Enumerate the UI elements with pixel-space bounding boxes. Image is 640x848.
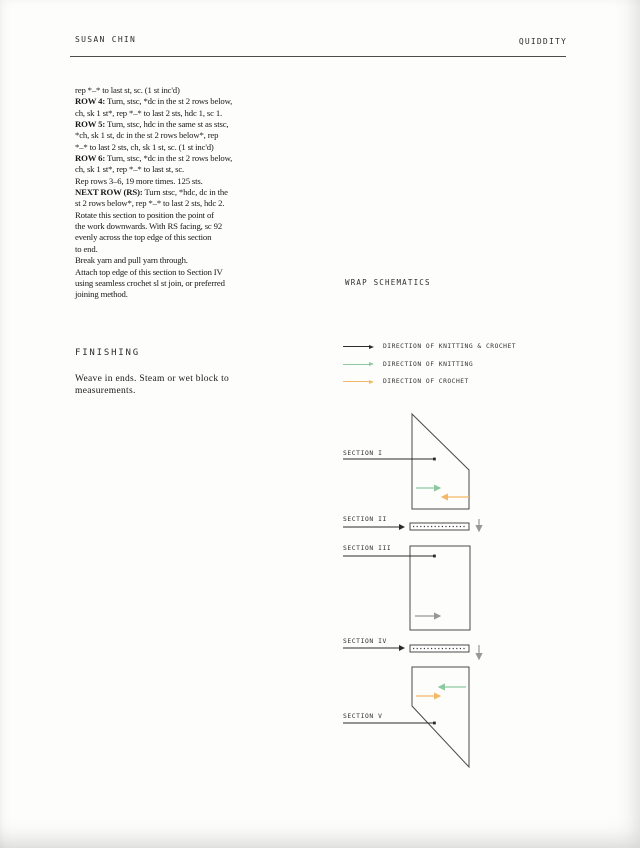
knitting-and-crochet-arrowhead-icon — [369, 345, 374, 349]
legend-item-knitting-and-crochet — [343, 338, 516, 356]
pattern-line: Rep rows 3–6, 19 more times. 125 sts. — [75, 175, 203, 186]
finishing-line: Weave in ends. Steam or wet block to — [75, 374, 230, 384]
section-4-label: SECTION IV — [343, 638, 387, 645]
finishing-line: measurements. — [75, 386, 136, 397]
legend-label: DIRECTION OF KNITTING & CROCHET — [383, 343, 517, 351]
pattern-line: Attach top edge of this section to Section IV — [75, 266, 223, 277]
section-1-label: SECTION I — [343, 450, 383, 457]
pattern-line: using seamless crochet sl st join, or preferred — [75, 277, 225, 288]
legend-item-crochet — [343, 373, 516, 391]
section-1-shape — [412, 414, 469, 509]
pattern-line: st 2 rows below*, rep *–* to last 2 sts, hdc 2. — [75, 198, 225, 209]
header-rule — [70, 56, 566, 57]
section-3-shape — [410, 546, 470, 630]
pattern-line: ROW 4: Turn, stsc, *dc in the st 2 rows below, — [75, 96, 233, 107]
section-5-shape — [412, 667, 469, 767]
pattern-line: *–* to last 2 sts, ch, sk 1 st, sc. (1 st inc'd) — [75, 141, 214, 152]
schematics-title: WRAP SCHEMATICS — [345, 278, 431, 287]
pattern-line: evenly across the top edge of this section — [75, 232, 212, 243]
knitting-arrow-line — [343, 364, 369, 365]
legend — [343, 338, 516, 391]
section-5-leader-dot — [433, 722, 436, 725]
crochet-arrow-line — [343, 381, 369, 382]
pattern-line: ROW 6: Turn, stsc, *dc in the st 2 rows below, — [75, 153, 233, 164]
pattern-line: joining method. — [75, 289, 128, 300]
pattern-text — [75, 85, 265, 301]
section-3-leader-dot — [433, 555, 436, 558]
pattern-line: Break yarn and pull yarn through. — [75, 255, 188, 266]
section-1-leader-dot — [433, 458, 436, 461]
pattern-line: NEXT ROW (RS): Turn stsc, *hdc, dc in the — [75, 187, 228, 198]
page-header-author: SUSAN CHIN — [75, 35, 137, 44]
finishing-text — [75, 373, 229, 398]
pattern-line: Rotate this section to position the point of — [75, 209, 214, 220]
wrap-schematic-diagram — [330, 400, 590, 815]
pattern-line: ch, sk 1 st*, rep *–* to last st, sc. — [75, 164, 185, 175]
legend-item-knitting — [343, 356, 516, 374]
page-header-title: QUIDDITY — [518, 37, 567, 46]
pattern-line: ch, sk 1 st*, rep *–* to last 2 sts, hdc 1, sc 1. — [75, 107, 223, 118]
pattern-line: ROW 5: Turn, stsc, hdc in the same st as stsc, — [75, 119, 229, 130]
legend-label: DIRECTION OF CROCHET — [383, 378, 469, 386]
section-5-label: SECTION V — [343, 713, 383, 720]
section-2-label: SECTION II — [343, 516, 387, 523]
pattern-line: to end. — [75, 243, 98, 254]
pattern-line: the work downwards. With RS facing, sc 92 — [75, 221, 223, 232]
knitting-arrowhead-icon — [369, 362, 374, 366]
crochet-arrowhead-icon — [369, 380, 374, 384]
knitting-and-crochet-arrow-line — [343, 346, 369, 347]
pattern-line: rep *–* to last st, sc. (1 st inc'd) — [75, 85, 180, 95]
finishing-heading: FINISHING — [75, 348, 140, 358]
section-3-label: SECTION III — [343, 545, 392, 552]
legend-label: DIRECTION OF KNITTING — [383, 360, 474, 368]
pattern-line: *ch, sk 1 st, dc in the st 2 rows below*, rep — [75, 130, 219, 141]
